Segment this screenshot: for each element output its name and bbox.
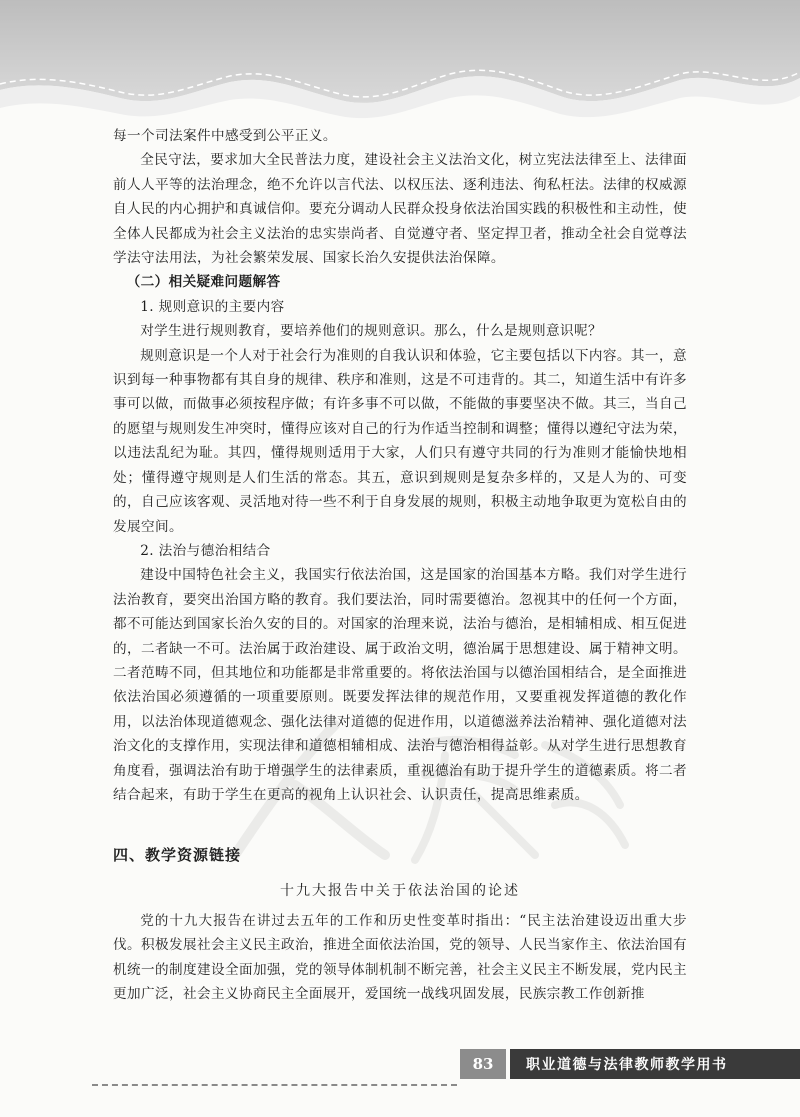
paragraph-quanmin-shoufa: 全民守法，要求加大全民普法力度，建设社会主义法治文化，树立宪法法律至上、法律面前人人平等的法治理念，绝不允许以言代法、以权压法、逐利违法、徇私枉法。法律的权威源自人民的内心拥护和真诚信仰。要充分调动人民群众投身依法治国实践的积极性和主动性，使全体人民都成为社会主义法治的忠实崇尚者、自觉遵守者、坚定捍卫者，推动全社会自觉尊法学法守法用法，为社会繁荣发展、国家长治久安提供法治保障。 bbox=[113, 152, 687, 267]
footer-dashed-line bbox=[92, 1084, 457, 1086]
page-number: 83 bbox=[460, 1049, 506, 1079]
faq-q1-paragraph-2: 规则意识是一个人对于社会行为准则的自我认识和体验，它主要包括以下内容。其一，意识到每一种事物都有其自身的规律、秩序和准则，这是不可违背的。其二，知道生活中有许多事可以做，而做事必须按程序做；有许多事不可以做，不能做的事要坚决不做。其三，当自己的愿望与规则发生冲突时，懂得应该对自己的行为作适当控制和调整；懂得以遵纪守法为荣，以违法乱纪为耻。其四，懂得规则适用于大家，人们只有遵守共同的行为准则才能愉快地相处；懂得遵守规则是人们生活的常态。其五，意识到规则是复杂多样的，又是人为的、可变的，自己应该客观、灵活地对待一些不利于自身发展的规则，积极主动地争取更为宽松自由的发展空间。 bbox=[113, 347, 687, 535]
footer-book-title: 职业道德与法律教师教学用书 bbox=[510, 1049, 800, 1079]
faq-question-1-title: 1. 规则意识的主要内容 bbox=[140, 298, 285, 315]
header-wave-decoration bbox=[0, 0, 800, 125]
faq-heading: （二）相关疑难问题解答 bbox=[126, 274, 281, 291]
paragraph-continued: 每一个司法案件中感受到公平正义。 bbox=[113, 128, 337, 144]
section-heading: 四、教学资源链接 bbox=[113, 846, 242, 864]
main-text-block bbox=[113, 124, 687, 807]
faq-question-2-title: 2. 法治与德治相结合 bbox=[140, 542, 271, 559]
faq-q2-paragraph-1: 建设中国特色社会主义，我国实行依法治国，这是国家的治国基本方略。我们对学生进行法治教育，要突出治国方略的教育。我们要法治，同时需要德治。忽视其中的任何一个方面，都不可能达到国家长治久安的目的。对国家的治理来说，法治与德治，是相辅相成、相互促进的，二者缺一不可。法治属于政治建设、属于政治文明，德治属于思想建设、属于精神文明。二者范畴不同，但其地位和功能都是非常重要的。将依法治国与以德治国相结合，是全面推进依法治国必须遵循的一项重要原则。既要发挥法律的规范作用，又要重视发挥道德的教化作用，以法治体现道德观念、强化法律对道德的促进作用，以道德滋养法治精神、强化道德对法治文化的支撑作用，实现法律和道德相辅相成、法治与德治相得益彰。从对学生进行思想教育角度看，强调法治有助于增强学生的法律素质，重视德治有助于提升学生的道德素质。将二者结合起来，有助于学生在更高的视角上认识社会、认识责任，提高思维素质。 bbox=[113, 567, 687, 803]
article-title: 十九大报告中关于依法治国的论述 bbox=[280, 883, 520, 899]
article-paragraph-1: 党的十九大报告在讲过去五年的工作和历史性变革时指出：“民主法治建设迈出重大步伐。积极发展社会主义民主政治，推进全面依法治国，党的领导、人民当家作主、依法治国有机统一的制度建设全面加强，党的领导体制机制不断完善，社会主义民主不断发展，党内民主更加广泛，社会主义协商民主全面展开，爱国统一战线巩固发展，民族宗教工作创新推 bbox=[113, 913, 687, 1003]
faq-q1-paragraph-1: 对学生进行规则教育，要培养他们的规则意识。那么，什么是规则意识呢？ bbox=[140, 323, 602, 340]
article-text-block bbox=[113, 909, 687, 1007]
